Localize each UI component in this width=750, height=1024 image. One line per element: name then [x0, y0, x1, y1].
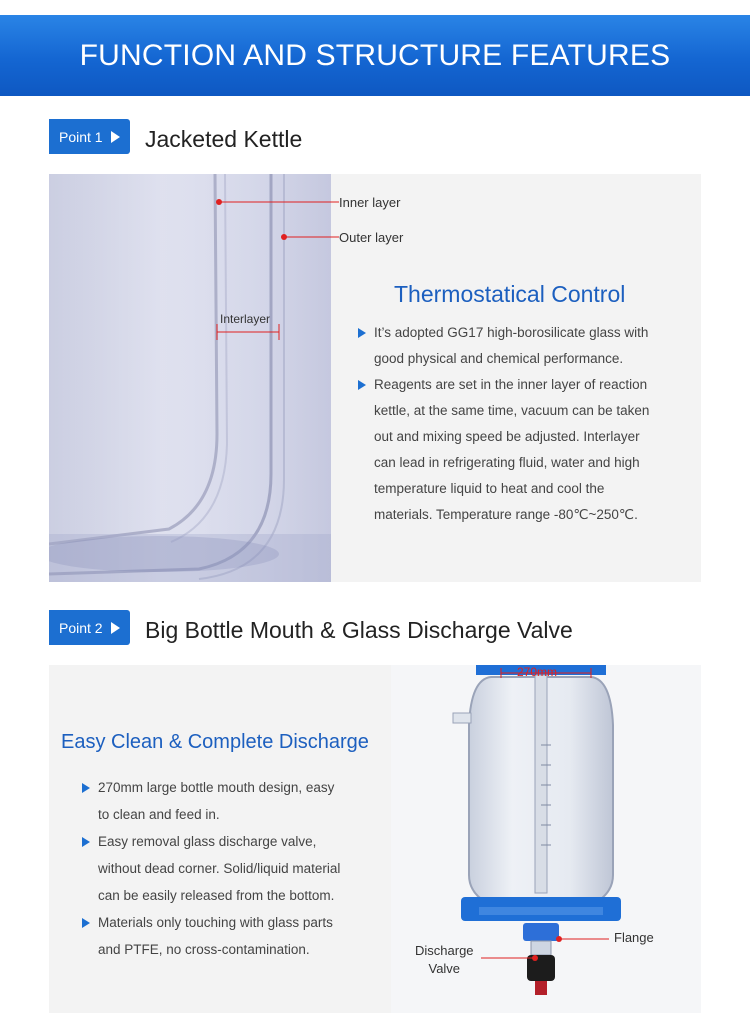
bullet-arrow-icon [82, 783, 90, 793]
bullet-line: Materials only touching with glass parts [98, 915, 333, 930]
play-arrow-icon [111, 622, 120, 634]
bullet-line: can be easily released from the bottom. [98, 888, 335, 903]
bullet-item [82, 909, 340, 963]
bullet-line: without dead corner. Solid/liquid material [98, 861, 341, 876]
easy-clean-title: Easy Clean & Complete Discharge [61, 731, 369, 753]
bullet-item [358, 320, 649, 372]
bullet-item [358, 372, 649, 528]
reactor-photo [391, 665, 701, 1013]
thermostatical-control-title: Thermostatical Control [394, 281, 626, 307]
bullet-line: kettle, at the same time, vacuum can be taken [374, 403, 650, 418]
flange-label: Flange [614, 930, 654, 945]
header-banner [0, 15, 750, 96]
point-2-label: Point 2 [59, 619, 103, 636]
point-2-tag [49, 610, 130, 645]
inner-layer-label: Inner layer [339, 195, 401, 210]
section-1-title: Jacketed Kettle [145, 126, 303, 152]
point-1-label: Point 1 [59, 128, 103, 145]
callout-lines [49, 174, 331, 582]
kettle-photo [49, 174, 331, 582]
bullet-arrow-icon [82, 918, 90, 928]
discharge-valve-label-line: Valve [428, 961, 461, 976]
point-1-tag [49, 119, 130, 154]
play-arrow-icon [111, 131, 120, 143]
bullet-line: materials. Temperature range -80℃~250℃. [374, 507, 638, 522]
bullet-arrow-icon [358, 328, 366, 338]
bullet-line: can lead in refrigerating fluid, water and high [374, 455, 640, 470]
section-2-title: Big Bottle Mouth & Glass Discharge Valve [145, 617, 573, 643]
bullet-line: temperature liquid to heat and cool the [374, 481, 605, 496]
bullet-arrow-icon [358, 380, 366, 390]
bullet-line: 270mm large bottle mouth design, easy [98, 780, 335, 795]
point-2-bullets [82, 774, 340, 963]
bullet-line: Reagents are set in the inner layer of reaction [374, 377, 648, 392]
page-title: FUNCTION AND STRUCTURE FEATURES [79, 38, 671, 72]
point-1-bullets [358, 320, 649, 528]
discharge-valve-label [415, 942, 474, 978]
bullet-line: out and mixing speed be adjusted. Interlayer [374, 429, 640, 444]
interlayer-label: Interlayer [220, 312, 271, 326]
mouth-size-label: 270mm [517, 665, 558, 679]
bullet-line: Easy removal glass discharge valve, [98, 834, 317, 849]
discharge-valve-label-line: Discharge [415, 943, 474, 958]
bullet-arrow-icon [82, 837, 90, 847]
bullet-line: to clean and feed in. [98, 807, 220, 822]
bullet-line: It’s adopted GG17 high-borosilicate glass with [374, 325, 649, 340]
bullet-line: good physical and chemical performance. [374, 351, 624, 366]
bullet-item [82, 774, 340, 828]
callout-line-extension [331, 174, 339, 244]
bullet-line: and PTFE, no cross-contamination. [98, 942, 310, 957]
bullet-item [82, 828, 340, 909]
outer-layer-label: Outer layer [339, 230, 404, 245]
